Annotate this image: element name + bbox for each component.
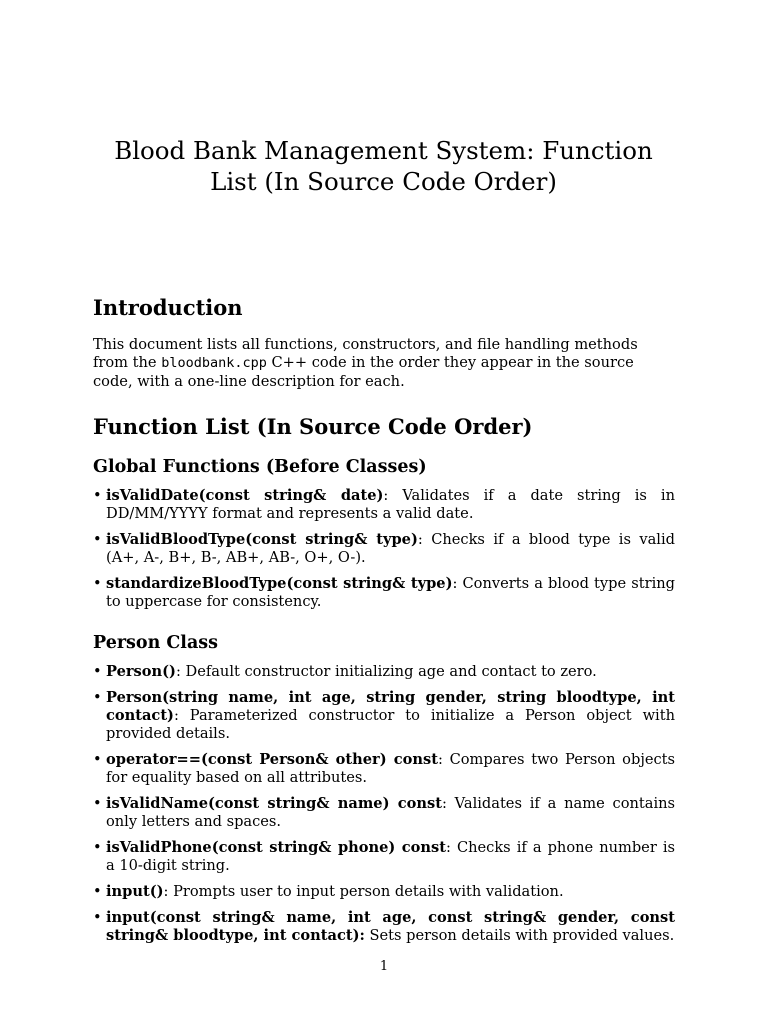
intro-code: bloodbank.cpp	[161, 354, 267, 371]
function-signature: Person()	[106, 663, 176, 680]
function-description: : Parameterized constructor to initialize a Person object with provided details.	[106, 706, 675, 742]
list-item	[93, 689, 675, 742]
function-signature: input(const string& name, int age, const string& gender, const string& bloodtype, int contact):	[106, 909, 675, 944]
function-signature: isValidName(const string& name) const	[106, 794, 442, 812]
intro-text-before: This document lists all functions, constructors, and file handling methods from the	[93, 336, 638, 371]
function-description: : Default constructor initializing age and contact to zero.	[175, 663, 597, 680]
list-item	[93, 487, 675, 523]
function-signature: standardizeBloodType(const string& type)	[106, 574, 453, 592]
function-signature: operator==(const Person& other) const	[106, 750, 438, 768]
function-signature: isValidDate(const string& date)	[106, 487, 384, 504]
function-signature: isValidBloodType(const string& type)	[106, 530, 418, 548]
list-item	[93, 839, 675, 875]
function-description: : Checks if a blood type is valid (A+, A-, B+, B-, AB+, AB-, O+, O-).	[106, 530, 675, 566]
function-description: : Validates if a date string is in DD/MM/YYYY format and represents a valid date.	[106, 487, 676, 522]
function-description: : Checks if a phone number is a 10-digit string.	[106, 838, 675, 874]
function-description: : Converts a blood type string to uppercase for consistency.	[106, 574, 675, 610]
page-number: 1	[379, 959, 389, 974]
list-item	[93, 909, 675, 945]
intro-text-after: C++ code in the order they appear in the source code, with a one-line description for each.	[93, 353, 634, 390]
person-class-list	[93, 663, 675, 945]
list-item	[93, 883, 675, 901]
list-item	[93, 575, 675, 611]
global-functions-heading: Global Functions (Before Classes)	[93, 457, 427, 477]
function-description: : Validates if a name contains only letters and spaces.	[106, 794, 675, 830]
intro-paragraph	[93, 336, 675, 390]
function-list-heading: Function List (In Source Code Order)	[93, 414, 533, 439]
person-class-heading: Person Class	[93, 633, 219, 653]
intro-heading: Introduction	[93, 295, 243, 320]
global-functions-list	[93, 487, 675, 611]
function-description: : Compares two Person objects for equality based on all attributes.	[106, 750, 676, 786]
list-item	[93, 663, 675, 681]
function-signature: input()	[106, 882, 164, 900]
list-item	[93, 751, 675, 787]
list-item	[93, 795, 675, 831]
function-signature: Person(string name, int age, string gender, string bloodtype, int contact)	[106, 689, 675, 724]
document-title: Blood Bank Management System: Function List (In Source Code Order)	[114, 136, 653, 196]
function-description: Sets person details with provided values.	[364, 926, 675, 944]
function-description: : Prompts user to input person details with validation.	[163, 882, 564, 900]
list-item	[93, 531, 675, 567]
function-signature: isValidPhone(const string& phone) const	[106, 838, 446, 856]
